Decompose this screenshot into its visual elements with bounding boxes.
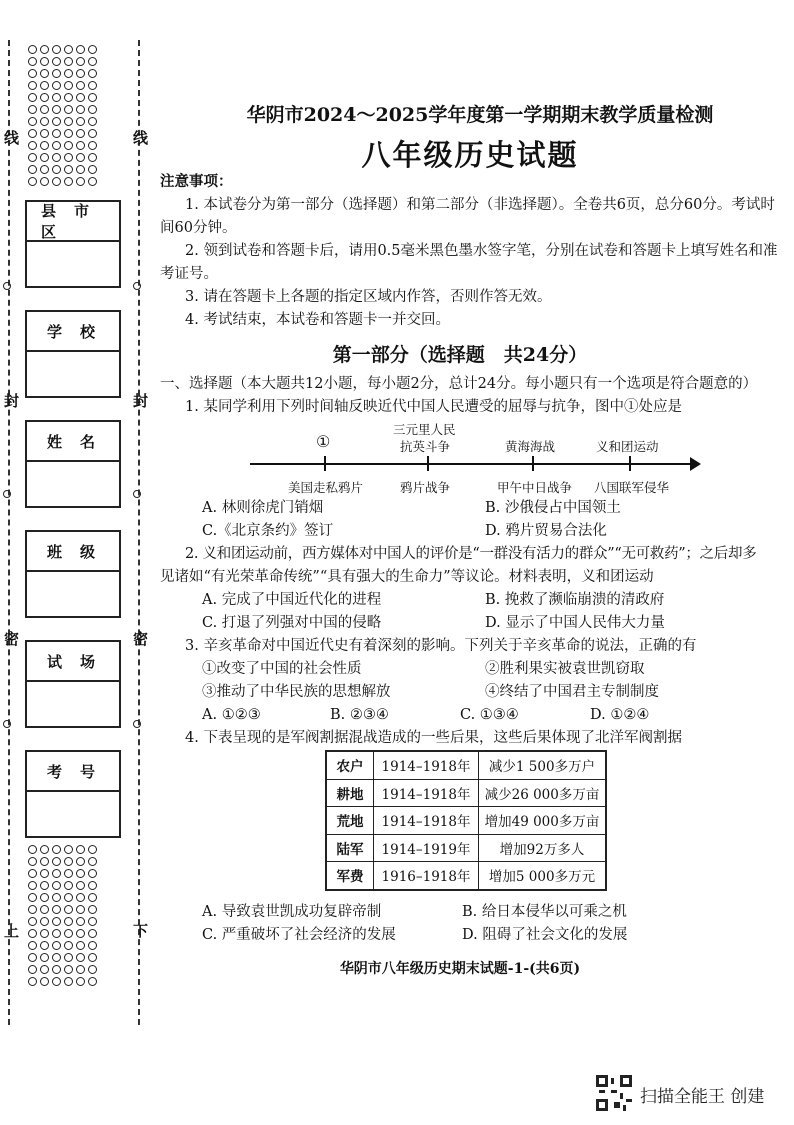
table-cell: 农户 [326, 751, 374, 779]
timeline-tick [427, 456, 429, 471]
margin-dot [28, 141, 37, 150]
margin-dot [52, 929, 61, 938]
margin-dot [28, 929, 37, 938]
margin-dot [28, 893, 37, 902]
margin-dot [76, 965, 85, 974]
margin-ring [133, 720, 141, 728]
margin-dot [76, 941, 85, 950]
option: A. 完成了中国近代化的进程 [202, 592, 382, 608]
field-exam-number-label: 考号 [27, 752, 119, 792]
margin-dot [52, 917, 61, 926]
margin-dot [28, 869, 37, 878]
margin-dot [52, 177, 61, 186]
margin-dot [40, 953, 49, 962]
margin-dot [28, 965, 37, 974]
timeline-label-bottom: 美国走私鸦片 [288, 480, 364, 495]
margin-dot [28, 177, 37, 186]
timeline-label-bottom: 八国联军侵华 [594, 480, 670, 495]
timeline-tick [324, 456, 326, 471]
margin-dot [76, 881, 85, 890]
margin-dot-pattern-bottom [28, 845, 100, 989]
statement: ①改变了中国的社会性质 [202, 661, 362, 677]
margin-dot [52, 93, 61, 102]
table-cell: 增加5 000多万元 [479, 862, 607, 890]
margin-dot [28, 69, 37, 78]
question-3-stem: 3. 辛亥革命对中国近代史有着深刻的影响。下列关于辛亥革命的说法，正确的有 [185, 638, 697, 654]
option: A. ①②③ [202, 707, 261, 723]
margin-dot [88, 57, 97, 66]
page-footer: 华阴市八年级历史期末试题-1-(共6页) [339, 961, 581, 977]
margin-dot [76, 845, 85, 854]
margin-dot [64, 45, 73, 54]
timeline-tick [629, 456, 631, 471]
notice-line: 间60分钟。 [160, 220, 237, 236]
margin-dot [52, 977, 61, 986]
table-cell: 1916–1918年 [374, 862, 479, 890]
margin-dot [52, 165, 61, 174]
margin-mark-right-3: 密 [133, 630, 149, 648]
margin-dot [88, 45, 97, 54]
table-row [326, 807, 606, 835]
margin-dot [76, 129, 85, 138]
table-cell: 减少26 000多万亩 [479, 779, 607, 807]
option: B. 挽救了濒临崩溃的清政府 [485, 592, 665, 608]
statement: ④终结了中国君主专制制度 [485, 684, 659, 700]
margin-mark-left-3: 密 [4, 630, 20, 648]
margin-dot [28, 977, 37, 986]
margin-dot [52, 141, 61, 150]
margin-dot [64, 81, 73, 90]
margin-dot [64, 153, 73, 162]
margin-dot [64, 141, 73, 150]
notice-heading: 注意事项： [160, 173, 233, 190]
margin-dot [76, 917, 85, 926]
margin-dot [28, 905, 37, 914]
margin-dot [64, 881, 73, 890]
margin-dot [40, 881, 49, 890]
field-exam-room[interactable] [25, 640, 121, 728]
option: D. ①②④ [590, 707, 650, 723]
field-county-label: 县市区 [27, 202, 119, 242]
margin-dot [52, 857, 61, 866]
table-cell: 1914–1919年 [374, 834, 479, 862]
margin-dot [88, 105, 97, 114]
option: D. 鸦片贸易合法化 [485, 523, 607, 539]
margin-dot [76, 177, 85, 186]
margin-dot [88, 177, 97, 186]
margin-dot [64, 905, 73, 914]
table-row [326, 779, 606, 807]
margin-dot [76, 165, 85, 174]
field-exam-number[interactable] [25, 750, 121, 838]
margin-dot [40, 893, 49, 902]
margin-dot [88, 869, 97, 878]
margin-dot [76, 929, 85, 938]
margin-dot [76, 893, 85, 902]
margin-dot [64, 929, 73, 938]
margin-dot [64, 869, 73, 878]
margin-dot [88, 141, 97, 150]
margin-dot [52, 893, 61, 902]
margin-dot [64, 105, 73, 114]
margin-dot [64, 845, 73, 854]
field-school[interactable] [25, 310, 121, 398]
margin-dot [40, 977, 49, 986]
field-exam-room-label: 试场 [27, 642, 119, 682]
notice-line: 1. 本试卷分为第一部分（选择题）和第二部分（非选择题）。全卷共6页，总分60分。考试时 [185, 197, 775, 213]
notice-line: 2. 领到试卷和答题卡后，请用0.5毫米黑色墨水签字笔，分别在试卷和答题卡上填写姓名和准 [185, 243, 778, 259]
margin-dot [64, 93, 73, 102]
margin-dot [88, 881, 97, 890]
timeline-label-top: 三元里人民 [393, 422, 456, 437]
notice-line: 4. 考试结束，本试卷和答题卡一并交回。 [185, 312, 450, 328]
table-cell: 荒地 [326, 807, 374, 835]
margin-dot [28, 881, 37, 890]
notice-line: 考证号。 [160, 266, 218, 282]
margin-dot [40, 141, 49, 150]
margin-dot [40, 917, 49, 926]
margin-dot [40, 129, 49, 138]
margin-dot [28, 845, 37, 854]
margin-dot [88, 929, 97, 938]
margin-dot [88, 153, 97, 162]
margin-dot [28, 953, 37, 962]
timeline-label-top: 黄海海战 [505, 439, 556, 454]
field-class[interactable] [25, 530, 121, 618]
margin-dot [40, 45, 49, 54]
margin-cut-line-right [138, 40, 140, 1025]
margin-dot [64, 857, 73, 866]
table-row [326, 862, 606, 890]
table-cell: 军费 [326, 862, 374, 890]
option: A. 林则徐虎门销烟 [202, 500, 324, 516]
margin-dot [88, 941, 97, 950]
margin-dot [28, 81, 37, 90]
margin-dot [64, 917, 73, 926]
margin-dot-pattern-top [28, 45, 100, 189]
option: A. 导致袁世凯成功复辟帝制 [202, 904, 382, 920]
margin-dot [64, 893, 73, 902]
margin-mark-left-4: 上 [4, 922, 20, 940]
option: B. 给日本侵华以可乘之机 [462, 904, 627, 920]
margin-dot [52, 941, 61, 950]
margin-dot [40, 929, 49, 938]
table-cell: 减少1 500多万户 [479, 751, 607, 779]
margin-dot [88, 69, 97, 78]
margin-dot [64, 57, 73, 66]
margin-dot [88, 845, 97, 854]
margin-dot [76, 857, 85, 866]
margin-dot [76, 953, 85, 962]
question-1-stem: 1. 某同学利用下列时间轴反映近代中国人民遭受的屈辱与抗争，图中①处应是 [185, 399, 682, 415]
margin-dot [40, 69, 49, 78]
page-title: 八年级历史试题 [361, 138, 579, 172]
margin-dot [52, 129, 61, 138]
question-2-stem: 2. 义和团运动前，西方媒体对中国人的评价是“一群没有活力的群众”“无可救药”；之后却多 [185, 546, 757, 562]
margin-dot [76, 57, 85, 66]
margin-dot [28, 165, 37, 174]
table-cell: 1914–1918年 [374, 751, 479, 779]
statement: ②胜利果实被袁世凯窃取 [485, 661, 645, 677]
margin-dot [28, 857, 37, 866]
margin-dot [64, 977, 73, 986]
option: D. 显示了中国人民伟大力量 [485, 615, 665, 631]
table-cell: 耕地 [326, 779, 374, 807]
margin-dot [64, 117, 73, 126]
margin-dot [52, 881, 61, 890]
margin-dot [28, 45, 37, 54]
margin-dot [40, 905, 49, 914]
margin-dot [76, 117, 85, 126]
field-name-label: 姓名 [27, 422, 119, 462]
margin-dot [88, 129, 97, 138]
option: C. ①③④ [460, 707, 519, 723]
section-title: 第一部分（选择题 共24分） [332, 344, 588, 366]
section-intro: 一、选择题（本大题共12小题，每小题2分，总计24分。每小题只有一个选项是符合题意的） [160, 376, 758, 392]
margin-dot [52, 869, 61, 878]
table-row [326, 834, 606, 862]
margin-dot [64, 953, 73, 962]
timeline-label-top: 义和团运动 [596, 439, 659, 454]
margin-mark-right-4: 下 [133, 922, 149, 940]
margin-dot [40, 93, 49, 102]
margin-dot [76, 93, 85, 102]
margin-ring [3, 490, 11, 498]
statement: ③推动了中华民族的思想解放 [202, 684, 391, 700]
margin-dot [88, 953, 97, 962]
option: C.《北京条约》签订 [202, 523, 334, 539]
field-school-label: 学校 [27, 312, 119, 352]
margin-dot [64, 965, 73, 974]
margin-dot [64, 941, 73, 950]
timeline-tick [532, 456, 534, 471]
timeline-label-blank: ① [316, 432, 331, 451]
data-table [325, 750, 607, 891]
margin-dot [28, 105, 37, 114]
exam-title-line: 华阴市2024～2025学年度第一学期期末教学质量检测 [246, 104, 714, 126]
timeline-label-bottom: 鸦片战争 [400, 480, 451, 495]
margin-dot [88, 893, 97, 902]
margin-mark-right-2: 封 [133, 392, 149, 410]
margin-ring [133, 490, 141, 498]
margin-dot [52, 69, 61, 78]
table-row [326, 751, 606, 779]
margin-dot [76, 905, 85, 914]
margin-dot [40, 117, 49, 126]
margin-dot [28, 941, 37, 950]
margin-dot [28, 57, 37, 66]
margin-dot [28, 917, 37, 926]
margin-dot [88, 165, 97, 174]
margin-dot [76, 105, 85, 114]
margin-ring [3, 282, 11, 290]
margin-dot [28, 93, 37, 102]
field-name[interactable] [25, 420, 121, 508]
margin-mark-right-1: 线 [133, 129, 149, 147]
margin-dot [28, 129, 37, 138]
margin-ring [133, 282, 141, 290]
timeline-label-top: 抗英斗争 [400, 439, 451, 454]
notice-line: 3. 请在答题卡上各题的指定区域内作答，否则作答无效。 [185, 289, 552, 305]
margin-dot [40, 845, 49, 854]
margin-dot [64, 69, 73, 78]
margin-mark-left-1: 线 [4, 129, 20, 147]
timeline-label-bottom: 甲午中日战争 [497, 480, 573, 495]
margin-dot [28, 117, 37, 126]
margin-dot [40, 965, 49, 974]
margin-cut-line-left [8, 40, 10, 1025]
margin-dot [88, 965, 97, 974]
margin-dot [52, 153, 61, 162]
option: B. ②③④ [330, 707, 389, 723]
table-cell: 陆军 [326, 834, 374, 862]
margin-dot [52, 81, 61, 90]
margin-dot [76, 869, 85, 878]
margin-dot [76, 69, 85, 78]
option: C. 严重破坏了社会经济的发展 [202, 927, 396, 943]
option: D. 阻碍了社会文化的发展 [462, 927, 628, 943]
qr-code-icon [596, 1075, 632, 1111]
margin-dot [88, 117, 97, 126]
scanner-watermark: 扫描全能王 创建 [640, 1087, 765, 1107]
option: B. 沙俄侵占中国领土 [485, 500, 621, 516]
margin-dot [64, 177, 73, 186]
margin-dot [52, 953, 61, 962]
margin-dot [40, 57, 49, 66]
question-2-stem: 见诸如“有光荣革命传统”“具有强大的生命力”等议论。材料表明，义和团运动 [160, 569, 654, 585]
table-cell: 1914–1918年 [374, 779, 479, 807]
timeline-arrow-icon [690, 457, 701, 471]
margin-dot [52, 905, 61, 914]
margin-dot [52, 965, 61, 974]
margin-dot [28, 153, 37, 162]
margin-dot [76, 977, 85, 986]
option: C. 打退了列强对中国的侵略 [202, 615, 382, 631]
margin-dot [88, 977, 97, 986]
margin-dot [40, 153, 49, 162]
margin-dot [40, 869, 49, 878]
margin-dot [52, 45, 61, 54]
margin-dot [76, 141, 85, 150]
margin-ring [3, 720, 11, 728]
margin-dot [40, 941, 49, 950]
margin-dot [88, 857, 97, 866]
margin-dot [52, 117, 61, 126]
margin-dot [88, 93, 97, 102]
margin-dot [40, 165, 49, 174]
margin-dot [40, 105, 49, 114]
margin-dot [52, 845, 61, 854]
margin-dot [40, 177, 49, 186]
table-cell: 1914–1918年 [374, 807, 479, 835]
margin-dot [64, 165, 73, 174]
margin-dot [40, 857, 49, 866]
field-class-label: 班级 [27, 532, 119, 572]
margin-dot [64, 129, 73, 138]
margin-dot [88, 917, 97, 926]
margin-dot [76, 45, 85, 54]
margin-dot [76, 153, 85, 162]
margin-dot [52, 57, 61, 66]
table-cell: 增加92万多人 [479, 834, 607, 862]
margin-dot [52, 105, 61, 114]
question-4-stem: 4. 下表呈现的是军阀割据混战造成的一些后果，这些后果体现了北洋军阀割据 [185, 730, 682, 746]
margin-dot [88, 81, 97, 90]
margin-mark-left-2: 封 [4, 392, 20, 410]
table-cell: 增加49 000多万亩 [479, 807, 607, 835]
margin-dot [40, 81, 49, 90]
margin-dot [76, 81, 85, 90]
margin-dot [88, 905, 97, 914]
field-county[interactable] [25, 200, 121, 288]
